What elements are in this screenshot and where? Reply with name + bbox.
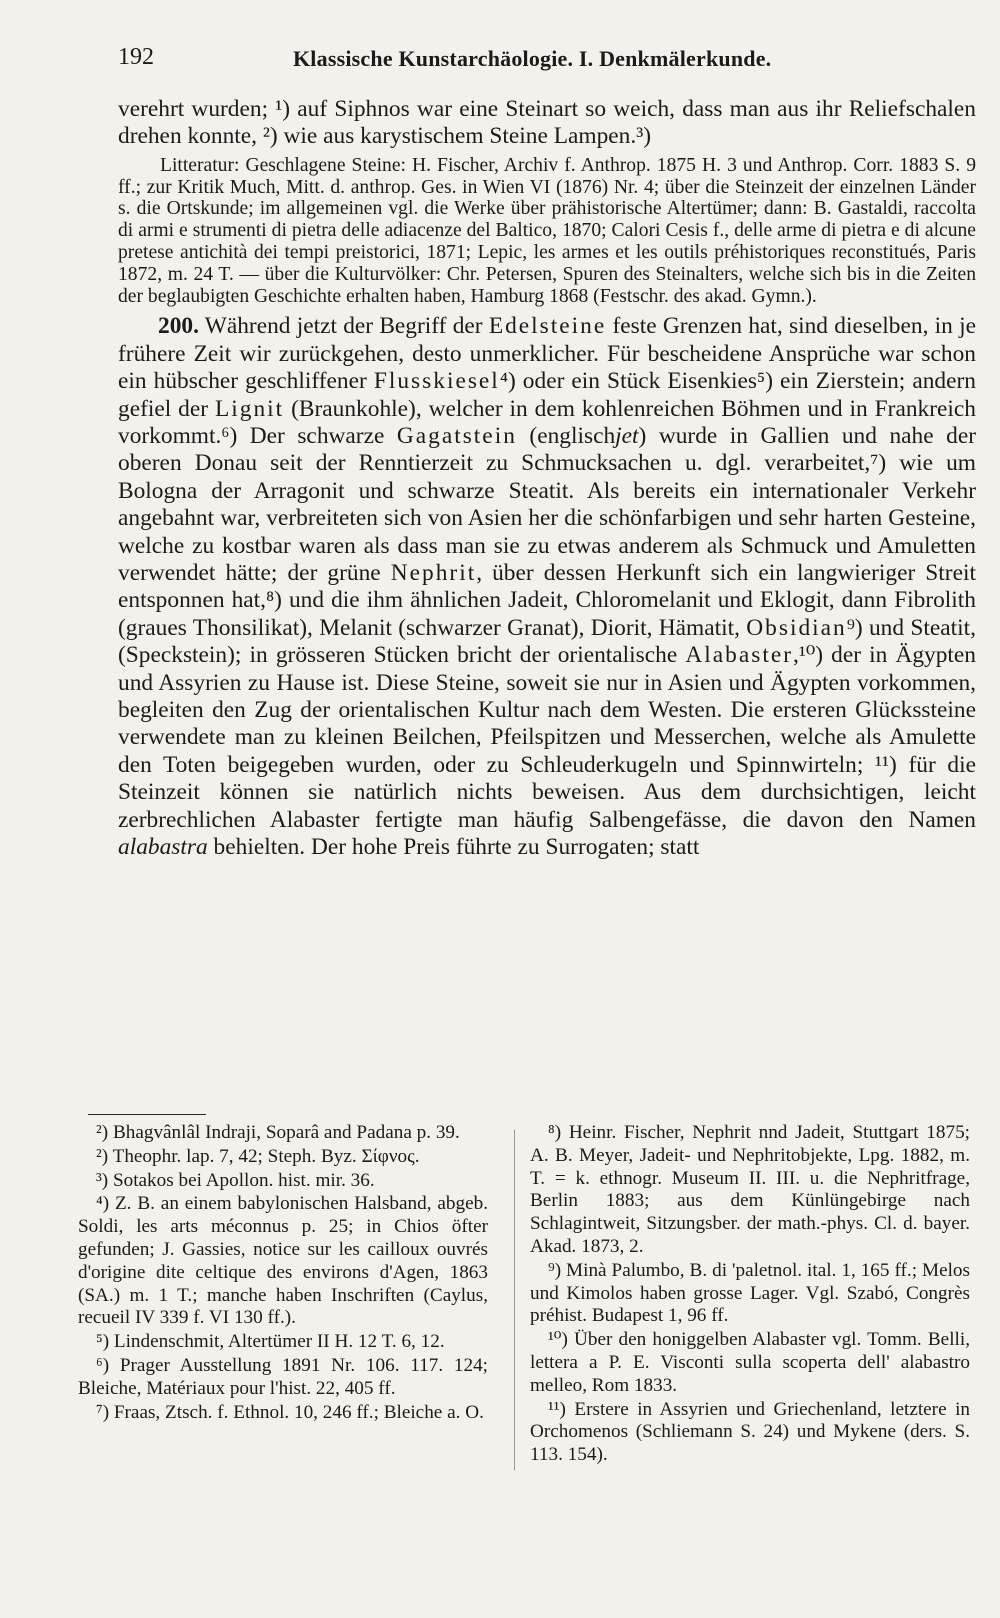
term-flusskiesel: Flusskiesel (373, 368, 500, 395)
footnote: ²) Bhagvânlâl Indraji, Soparâ and Padana p. 39. (96, 1122, 460, 1143)
page-number: 192 (118, 44, 154, 70)
intro-paragraph: verehrt wurden; ¹) auf Siphnos war eine Steinart so weich, dass man aus ihr Reliefschalen drehen konnte, ²) wie aus karystischem Steine Lampen.³) (118, 96, 976, 150)
text-run: (Braunkohle), welcher in dem kohlenreichen Böhmen und in Frankreich vorkommt.⁶) Der schwarze (118, 395, 976, 450)
text-run: ⁴) oder ein Stück Eisenkies⁵) ein Zierstein; andern gefiel der (118, 368, 976, 422)
footnotes-left-column (78, 1122, 488, 1425)
text-run: behielten. Der hohe Preis führte zu Surrogaten; statt (213, 834, 700, 861)
term-edelsteine: Edelsteine (488, 313, 607, 340)
term-jet: jet (615, 423, 639, 450)
running-head: Klassische Kunstarchäologie. I. Denkmälerkunde. (293, 46, 772, 71)
footnote: ⁷) Fraas, Ztsch. f. Ethnol. 10, 246 ff.; Bleiche a. O. (96, 1401, 484, 1423)
text-run: Während jetzt der Begriff der (204, 313, 483, 340)
text-run: (englisch (529, 423, 616, 450)
term-nephrit: Nephrit (390, 560, 477, 587)
footnote: ¹⁰) Über den honiggelben Alabaster vgl. Tomm. Belli, lettera a P. E. Visconti sulla scoperta dell' alabastro melleo, Rom 1833. (530, 1329, 970, 1396)
text-run: ⁹) und Steatit, (Speckstein); in grösseren Stücken bricht der orientalische (118, 614, 976, 669)
term-obsidian: Obsidian (746, 614, 847, 641)
term-gagatstein: Gagatstein (396, 423, 517, 450)
text-run: , über dessen Herkunft sich ein langwieriger Streit entsponnen hat,⁸) und die ihm ähnlichen Jadeit, Chloromelanit und Eklogit, dann Fibrolith (graues Thonsilikat), Melanit (schwarzer Granat), Diorit, Hämatit, (118, 560, 976, 641)
footnote: ⁵) Lindenschmit, Altertümer II H. 12 T. 6, 12. (96, 1331, 445, 1353)
text-run: ,¹⁰) der in Ägypten und Assyrien zu Hause ist. Diese Steine, soweit sie nur in Asien und Ägypten vorkommen, begleiten den Zug der orientalischen Kultur nach dem Westen. Die ersteren Glückssteine verwendete man zu kleinen Beilchen, Pfeilspitzen und Messerchen, welche als Amulette den Toten beigegeben wurden, oder zu Schleuderkugeln und Spinnwirteln; ¹¹) für die Steinzeit können sie natürlich nichts beweisen. Aus dem durchsichtigen, leicht zerbrechlichen Alabaster fertigte man häufig Salbengefässe, die davon den Namen (118, 642, 976, 833)
section-200-paragraph (118, 313, 976, 861)
footnotes-right-column (530, 1122, 970, 1468)
section-number: 200. (158, 313, 199, 340)
footnote-rule (88, 1114, 206, 1115)
text-run: ) wurde in Gallien und nahe der oberen Donau seit der Renntierzeit zu Schmucksachen u. dgl. verarbeitet,⁷) wie um Bologna der Arragonit und schwarze Steatit. Als bereits ein internationaler Verkehr angebahnt war, verbreiteten sich von Asien her die schönfarbigen und sehr harten Gesteine, welche zu kostbar waren als dass man sie zu etwas anderem als Schmuck und Amuletten verwendet hätte; der grüne (118, 423, 976, 587)
footnote: ⁴) Z. B. an einem babylonischen Halsband, abgeb. Soldi, les arts méconnus p. 25; in Chios öfter gefunden; J. Gassies, notice sur les cailloux ouvrés d'origine dite celtique des environs d'Agen, 1863 (SA.) m. 1 T.; manche haben Inschriften (Caylus, recueil IV 339 f. VI 130 ff.). (78, 1193, 488, 1329)
text-run: feste Grenzen hat, sind dieselben, in je frühere Zeit wir zurückgehen, desto unmerklicher. Für bescheidene Ansprüche war schon ein hübscher geschliffener (118, 313, 976, 395)
term-alabaster: Alabaster (685, 642, 793, 669)
footnote: ⁸) Heinr. Fischer, Nephrit nnd Jadeit, Stuttgart 1875; A. B. Meyer, Jadeit- und Nephritobjekte, Lpg. 1882, m. T. = k. ethnogr. Museum II. III. u. die Nephritfrage, Berlin 1883; aus dem Künlüngebirge nach Schlagintweit, Sitzungsber. der math.-phys. Cl. d. bayer. Akad. 1873, 2. (530, 1122, 970, 1257)
footnote: ²) Theophr. lap. 7, 42; Steph. Byz. Σίφνος. (96, 1145, 420, 1167)
footnote: ⁶) Prager Ausstellung 1891 Nr. 106. 117. 124; Bleiche, Matériaux pour l'hist. 22, 405 ff. (78, 1354, 488, 1399)
footnote: ¹¹) Erstere in Assyrien und Griechenland, letztere in Orchomenos (Schliemann S. 24) und Mykene (ders. S. 113. 154). (530, 1398, 970, 1466)
term-alabastra: alabastra (118, 834, 208, 861)
term-lignit: Lignit (214, 395, 285, 422)
page-header (118, 44, 988, 80)
footnote: ³) Sotakos bei Apollon. hist. mir. 36. (96, 1169, 375, 1191)
literature-block: Litteratur: Geschlagene Steine: H. Fischer, Archiv f. Anthrop. 1875 H. 3 und Anthrop. Corr. 1883 S. 9 ff.; zur Kritik Much, Mitt. d. anthrop. Ges. in Wien VI (1876) Nr. 4; über die Steinzeit der einzelnen Länder s. die Ortskunde; im allgemeinen vgl. die Werke über prähistorische Altertümer; dann: B. Gastaldi, raccolta di armi e strumenti di pietra delle adiacenze del Baltico, 1870; Calori Cesis f., delle arme di pietra e di alcune pretese antichità dei tempi preistorici, 1871; Lepic, les armes et les outils préhistoriques reconstitués, Paris 1872, m. 24 T. — über die Kulturvölker: Chr. Petersen, Spuren des Steinalters, welche sich bis in die Zeiten der beglaubigten Geschichte erhalten haben, Hamburg 1868 (Festschr. des akad. Gymn.). (118, 154, 976, 307)
footnote: ⁹) Minà Palumbo, B. di 'paletnol. ital. 1, 165 ff.; Melos und Kimolos haben grosse Lager. Vgl. Szabó, Congrès préhist. Budapest 1, 96 ff. (530, 1259, 970, 1327)
main-text (118, 96, 976, 862)
column-divider (514, 1130, 515, 1470)
